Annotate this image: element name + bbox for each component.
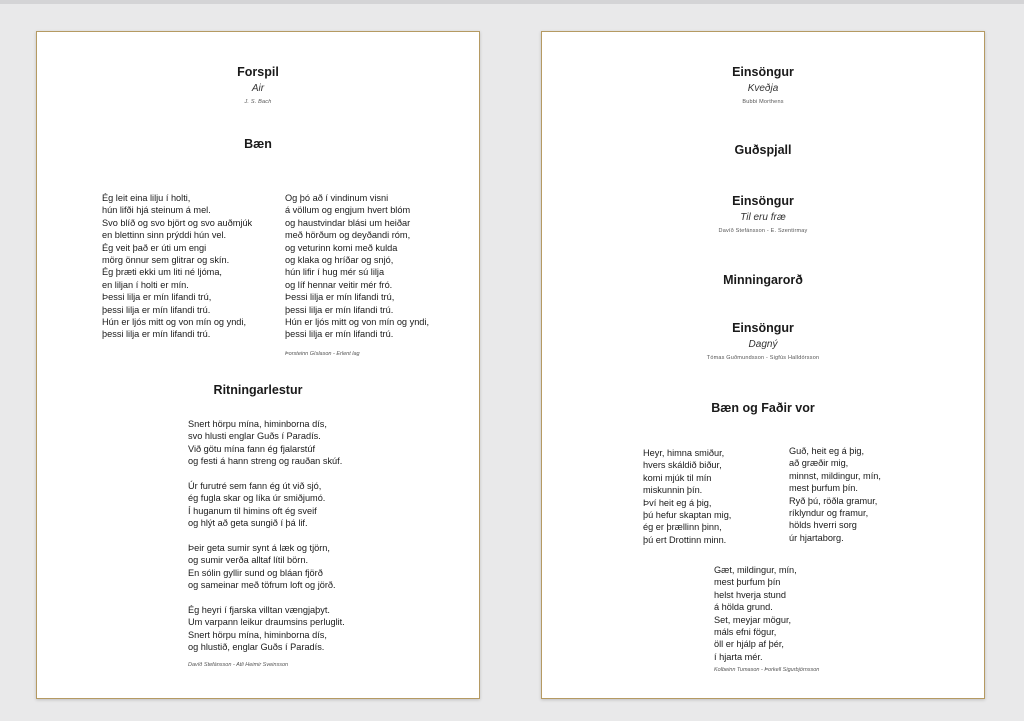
verse-line: máls efni fögur, [714,626,777,637]
verse-line: Hún er ljós mitt og von mín og yndi, [102,316,247,327]
baen-fadir-section [542,401,984,416]
verse-line: og hlýt að geta sungið í þá lif. [188,518,308,529]
verse-line: en liljan í holti er mín. [102,279,189,290]
verse-line: Snert hörpu mína, himinborna dís, [188,629,327,640]
verse-line: þessi lilja er mín lifandi trú. [102,329,211,340]
einsongur2-credit: Davíð Stefánsson - E. Szentirmay [718,228,808,234]
verse-line: og sameinar með töfrum loft og jörð. [188,580,336,591]
einsongur1-section [542,65,984,106]
verse-line: ríklyndur og framur, [789,507,869,518]
verse-line: þessi lilja er mín lifandi trú. [102,304,211,315]
verse-line: hvers skáldið biður, [643,460,722,471]
verse-line: og hlustið, englar Guðs í Paradís. [188,642,325,653]
verse-line: Ryð þú, röðla gramur, [789,495,878,506]
program-page-left [36,31,480,699]
verse-line: og líf hennar veitir mér fró. [285,279,393,290]
verse-line: og klaka og hríðar og snjó, [285,254,394,265]
verse-line: hún lifði hjá steinum á mel. [102,205,211,216]
einsongur2-subtitle: Til eru fræ [740,212,786,223]
verse-line: Ég heyri í fjarska villtan vængjaþyt. [188,604,330,615]
verse-line: Þeir geta sumir synt á læk og tjörn, [188,542,330,553]
verse-line: að græðir mig, [789,458,849,469]
verse-line: Heyr, himna smiður, [643,448,725,458]
verse-line: svo hlusti englar Guðs í Paradís. [188,431,321,442]
baen-section [37,137,479,152]
forspil-section [37,65,479,106]
verse-line: Gæt, mildingur, mín, [714,565,797,575]
hymn-credit: Davíð Stefánsson - Atli Heimir Sveinsson [188,662,289,668]
prayer-credit: Kolbeinn Tumason - Þorkell Sigurbjörnsson [714,667,820,673]
verse-line: öll er hjálp af þér, [714,639,784,650]
einsongur1-credit: Bubbi Morthens [742,99,784,105]
verse-line: minnst, mildingur, mín, [789,470,881,481]
forspil-credit: J. S. Bach [244,99,272,105]
einsongur1-subtitle: Kveðja [747,83,779,94]
verse-line: helst hverja stund [714,589,787,600]
verse-line: mest þurfum þín. [789,483,858,494]
verse-line: ég fugla skar og líka úr smiðjumó. [188,493,326,504]
verse-line: þú hefur skaptan mig, [643,509,732,520]
verse-line: Úr furutré sem fann ég út við sjó, [188,480,322,491]
viewer-top-bar [0,0,1024,4]
verse-line: Um varpann leikur draumsins perluglit. [188,617,345,628]
stanza-gap [188,591,345,603]
verse-line: En sólin gyllir sund og bláan fjörð [188,567,323,578]
verse-line: þessi lilja er mín lifandi trú. [285,304,394,315]
stanza-gap [188,468,345,480]
einsongur3-section [542,321,984,362]
verse-line: með hörðum og deyðandi róm, [285,230,411,241]
verse-line: miskunnin þín. [643,485,703,496]
verse-line: á hölda grund. [714,602,773,613]
verse-line: komi mjúk til mín [643,472,712,483]
gudspjall-heading: Guðspjall [734,143,792,157]
ritningarlestur-section [37,383,479,398]
verse-line: mest þurfum þín [714,577,781,588]
hymn-verses [188,418,345,653]
baen-fadir-heading: Bæn og Faðir vor [711,401,815,415]
einsongur3-credit: Tómas Guðmundsson - Sigfús Halldórsson [706,355,820,361]
minningarord-heading: Minningarorð [723,273,803,287]
verse-line: Við götu mína fann ég fjalarstúf [188,443,316,454]
program-page-right [541,31,985,699]
verse-line: og veturinn komi með kulda [285,242,398,253]
verse-line: Og þó að í vindinum visni [285,193,389,203]
verse-line: Guð, heit eg á þig, [789,446,865,456]
stanza-gap [188,530,345,542]
verse-line: og sumir verða alltaf lítil börn. [188,555,308,566]
verse-line: Snert hörpu mína, himinborna dís, [188,419,327,429]
verse-line: þessi lilja er mín lifandi trú. [285,329,394,340]
ritningarlestur-heading: Ritningarlestur [213,383,303,397]
verse-line: á völlum og engjum hvert blóm [285,205,411,216]
verse-line: Ég þræti ekki um liti né ljóma, [102,267,222,278]
gudspjall-section [542,143,984,158]
verse-line: Í huganum til himins oft ég sveif [188,505,317,516]
prayer-column-3 [714,564,797,663]
verse-line: Þessi lilja er mín lifandi trú, [102,292,212,303]
verse-line: Ég leit eina lilju í holti, [102,193,191,203]
verse-line: mörg önnur sem glitrar og skín. [102,254,230,265]
verse-line: en blettinn sinn prýddi hún vel. [102,230,227,241]
forspil-subtitle: Air [251,83,265,94]
verse-line: Þessi lilja er mín lifandi trú, [285,292,395,303]
poem-credit: Þorsteinn Gíslason - Erlent lag [285,351,360,357]
forspil-heading: Forspil [237,65,279,79]
einsongur3-heading: Einsöngur [732,321,794,335]
verse-line: og festi á hann streng og rauðan skúf. [188,456,343,467]
verse-line: þú ert Drottinn minn. [643,534,727,545]
verse-line: og haustvindar blási um heiðar [285,217,411,228]
prayer-column-1 [643,447,731,546]
poem-column-2 [285,192,429,341]
verse-line: hölds hverri sorg [789,520,857,531]
verse-line: Ég veit það er úti um engi [102,242,207,253]
poem-column-1 [102,192,252,341]
verse-line: hún lifir í hug mér sú lilja [285,267,385,278]
verse-line: úr hjartaborg. [789,532,844,543]
baen-heading: Bæn [244,137,272,151]
verse-line: í hjarta mér. [714,651,763,662]
einsongur3-subtitle: Dagný [748,339,778,350]
einsongur1-heading: Einsöngur [732,65,794,79]
einsongur2-section [542,194,984,235]
verse-line: Set, meyjar mögur, [714,614,792,625]
verse-line: Hún er ljós mitt og von mín og yndi, [285,316,430,327]
minningarord-section [542,273,984,288]
einsongur2-heading: Einsöngur [732,194,794,208]
verse-line: Því heit eg á þig, [643,497,712,508]
verse-line: ég er þrællinn þinn, [643,522,722,533]
prayer-column-2 [789,445,881,544]
verse-line: Svo blíð og svo björt og svo auðmjúk [102,217,253,228]
